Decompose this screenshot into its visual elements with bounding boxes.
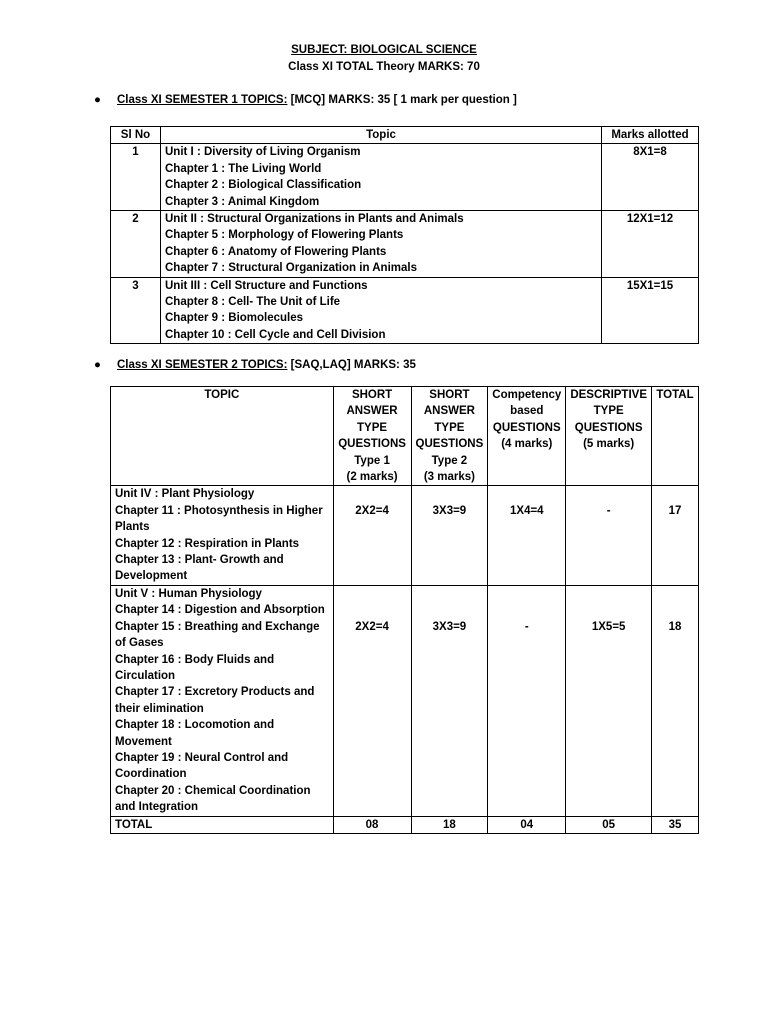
header-line: QUESTIONS: [415, 438, 484, 451]
topic-line: Chapter 12 : Respiration in Plants: [115, 537, 300, 550]
topic-cell: [161, 277, 602, 344]
header-line: Type 1: [354, 454, 390, 467]
semester-1-table: [110, 126, 699, 344]
header-line: DESCRIPTIVE: [570, 389, 647, 401]
marks-cell: 8X1=8: [602, 144, 699, 211]
col-header-total: TOTAL: [652, 387, 699, 486]
semester-2-marks: [SAQ,LAQ] MARKS: 35: [287, 359, 416, 371]
col-header-topic: TOPIC: [111, 387, 334, 486]
header-line: QUESTIONS: [492, 421, 561, 434]
sl-no-cell: 3: [111, 277, 161, 344]
topic-line: Chapter 13 : Plant- Growth and Development: [115, 554, 284, 583]
header-line: TYPE: [593, 405, 624, 418]
topic-line: Chapter 3 : Animal Kingdom: [165, 195, 320, 208]
subject-title: SUBJECT: BIOLOGICAL SCIENCE: [291, 44, 477, 56]
header-line: QUESTIONS: [338, 438, 406, 451]
header-line: QUESTIONS: [574, 421, 643, 434]
header-line: (5 marks): [583, 438, 635, 451]
header-line: TYPE: [357, 421, 388, 434]
col-header-descriptive: [566, 387, 652, 486]
header-line: (3 marks): [423, 471, 475, 484]
semester-2-heading: [94, 359, 416, 371]
topic-line: Chapter 19 : Neural Control and Coordination: [115, 751, 289, 781]
short-answer-1-cell: 2X2=4: [333, 585, 411, 816]
semester-1-label: Class XI SEMESTER 1 TOPICS:: [117, 94, 288, 106]
semester-1-marks: [MCQ] MARKS: 35 [ 1 mark per question ]: [287, 94, 517, 106]
topic-cell: [111, 585, 334, 816]
short-answer-2-cell: 3X3=9: [411, 486, 488, 585]
totals-label: TOTAL: [111, 816, 334, 833]
header-line: ANSWER: [423, 405, 475, 418]
table-row: [111, 486, 699, 585]
topic-line: Chapter 10 : Cell Cycle and Cell Division: [165, 328, 386, 341]
total-cell: 18: [652, 585, 699, 816]
marks-cell: 15X1=15: [602, 277, 699, 344]
col-header-topic: Topic: [161, 127, 602, 144]
topic-line: Chapter 7 : Structural Organization in Animals: [165, 262, 417, 275]
header-line: TYPE: [434, 421, 465, 434]
topic-line: Chapter 16 : Body Fluids and Circulation: [115, 653, 275, 682]
competency-cell: 1X4=4: [488, 486, 566, 585]
table-row: [111, 277, 699, 344]
sl-no-cell: 1: [111, 144, 161, 211]
short-answer-1-total: 08: [333, 816, 411, 833]
topic-line: Chapter 6 : Anatomy of Flowering Plants: [165, 245, 387, 258]
table-row: [111, 211, 699, 278]
col-header-short-answer-1: [333, 387, 411, 486]
grand-total: 35: [652, 816, 699, 833]
topic-line: Chapter 14 : Digestion and Absorption: [115, 604, 325, 617]
topic-line: Chapter 5 : Morphology of Flowering Plants: [165, 229, 404, 242]
topic-line: Chapter 15 : Breathing and Exchange of Gases: [115, 620, 320, 650]
table-row: [111, 144, 699, 211]
semester-2-label: Class XI SEMESTER 2 TOPICS:: [117, 359, 288, 371]
marks-cell: 12X1=12: [602, 211, 699, 278]
header-line: ANSWER: [346, 405, 398, 418]
semester-1-heading: [94, 94, 517, 106]
topic-line: Chapter 1 : The Living World: [165, 162, 322, 175]
topic-line: Unit III : Cell Structure and Functions: [165, 279, 368, 292]
sl-no-cell: 2: [111, 211, 161, 278]
col-header-marks: Marks allotted: [602, 127, 699, 144]
bullet-icon: ●: [94, 359, 101, 371]
header-line: Competency: [492, 389, 562, 401]
bullet-icon: ●: [94, 94, 101, 106]
short-answer-1-cell: 2X2=4: [333, 486, 411, 585]
topic-line: Unit V : Human Physiology: [115, 587, 262, 600]
descriptive-total: 05: [566, 816, 652, 833]
col-header-competency: [488, 387, 566, 486]
header-line: SHORT: [351, 389, 393, 401]
topic-line: Unit II : Structural Organizations in Plants and Animals: [165, 213, 464, 226]
table-row: [111, 585, 699, 816]
semester-2-table: [110, 386, 699, 834]
topic-line: Chapter 9 : Biomolecules: [165, 312, 304, 325]
topic-cell: [161, 144, 602, 211]
class-total-marks: Class XI TOTAL Theory MARKS: 70: [288, 61, 480, 73]
topic-line: Unit IV : Plant Physiology: [115, 488, 255, 501]
topic-line: Chapter 11 : Photosynthesis in Higher Plants: [115, 504, 323, 534]
total-cell: 17: [652, 486, 699, 585]
competency-total: 04: [488, 816, 566, 833]
col-header-sl-no: Sl No: [111, 127, 161, 144]
header-line: (2 marks): [346, 471, 398, 484]
short-answer-2-cell: 3X3=9: [411, 585, 488, 816]
totals-row: [111, 816, 699, 833]
short-answer-2-total: 18: [411, 816, 488, 833]
header-line: (4 marks): [501, 438, 553, 451]
competency-cell: -: [488, 585, 566, 816]
descriptive-cell: -: [566, 486, 652, 585]
topic-cell: [161, 211, 602, 278]
header-line: SHORT: [429, 389, 470, 401]
topic-line: Unit I : Diversity of Living Organism: [165, 146, 361, 159]
topic-cell: [111, 486, 334, 585]
descriptive-cell: 1X5=5: [566, 585, 652, 816]
topic-line: Chapter 2 : Biological Classification: [165, 179, 362, 192]
header-line: based: [510, 405, 544, 418]
topic-line: Chapter 18 : Locomotion and Movement: [115, 719, 275, 748]
topic-line: Chapter 17 : Excretory Products and their elimination: [115, 686, 315, 715]
col-header-short-answer-2: [411, 387, 488, 486]
header-line: Type 2: [431, 454, 468, 467]
topic-line: Chapter 8 : Cell- The Unit of Life: [165, 296, 341, 309]
topic-line: Chapter 20 : Chemical Coordination and Integration: [115, 784, 311, 814]
